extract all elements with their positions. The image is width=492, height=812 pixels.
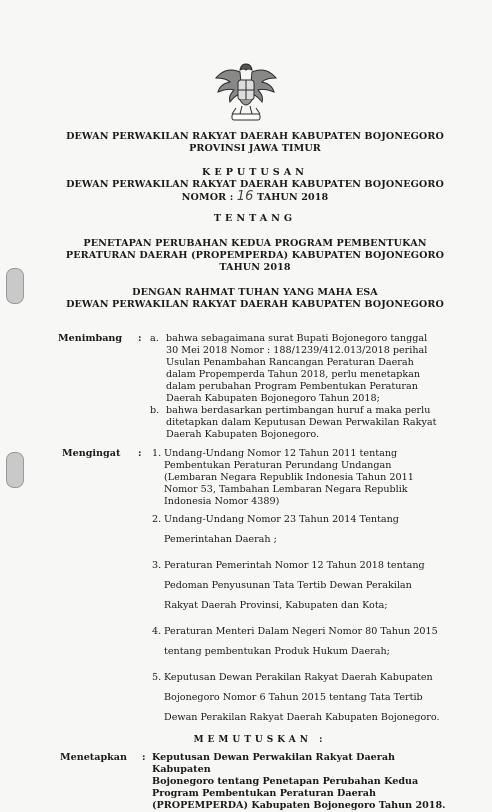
mengingat-3-text: Peraturan Pemerintah Nomor 12 Tahun 2018 tentang Pedoman Penyusunan Tata Tertib Dewan Perakilan Rakyat Daerah Provinsi, Kabupaten dan Kota; (164, 560, 425, 611)
province-title: PROVINSI JAWA TIMUR (189, 143, 321, 154)
punch-hole-top (6, 268, 24, 304)
mengingat-5-marker: 5. (152, 672, 162, 683)
mengingat-2-text: Undang-Undang Nomor 23 Tahun 2014 Tentang Pemerintahan Daerah ; (164, 514, 399, 545)
mengingat-4-text: Peraturan Menteri Dalam Negeri Nomor 80 Tahun 2015 tentang pembentukan Produk Hukum Daerah; (164, 626, 438, 657)
menetapkan-label: Menetapkan (60, 752, 127, 763)
mengingat-1-text: Undang-Undang Nomor 12 Tahun 2011 tentang Pembentukan Peraturan Perundang Undangan (Lembaran Negara Republik Indonesia Tahun 2011 Nomor 53, Tambahan Lembaran Negara Republik Indonesia Nomor 4389) (164, 448, 414, 507)
subject-line-1: PENETAPAN PERUBAHAN KEDUA PROGRAM PEMBENTUKAN (83, 238, 427, 249)
mengingat-3-marker: 3. (152, 560, 162, 571)
subject-line-2: PERATURAN DAERAH (PROPEMPERDA) KABUPATEN BOJONEGORO (65, 250, 445, 261)
decree-number-line (40, 189, 470, 204)
grace-line-2: DEWAN PERWAKILAN RAKYAT DAERAH KABUPATEN BOJONEGORO (66, 299, 444, 310)
menimbang-b-marker: b. (150, 405, 160, 416)
tahun-label: TAHUN 2018 (257, 192, 329, 203)
menimbang-b-text: bahwa berdasarkan pertimbangan huruf a maka perlu ditetapkan dalam Keputusan Dewan Perwakilan Rakyat Daerah Kabupaten Bojonegoro. (166, 405, 437, 440)
menetapkan-text: Keputusan Dewan Perwakilan Rakyat Daerah Kabupaten Bojonegoro tentang Penetapan Perubahan Kedua Program Pembentukan Peraturan Daerah (PROPEMPERDA) Kabupaten Bojonegoro Tahun 2018. (152, 752, 446, 811)
mengingat-2-marker: 2. (152, 514, 162, 525)
mengingat-label: Mengingat (62, 448, 121, 459)
nomor-handwritten-value: 16 (236, 189, 254, 204)
menimbang-a-text: bahwa sebagaimana surat Bupati Bojonegoro tanggal 30 Mei 2018 Nomor : 188/1239/412.013/2018 perihal Usulan Penambahan Rancangan Peraturan Daerah dalam Propemperda Tahun 2018, perlu menetapkan dalam perubahan Program Pembentukan Peraturan Daerah Kabupaten Bojonegoro Tahun 2018; (166, 333, 428, 404)
menimbang-a-marker: a. (150, 333, 159, 344)
council-title: DEWAN PERWAKILAN RAKYAT DAERAH KABUPATEN BOJONEGORO (66, 131, 444, 142)
tentang-heading: TENTANG (213, 213, 297, 224)
mengingat-5-text: Keputusan Dewan Perakilan Rakyat Daerah Kabupaten Bojonegoro Nomor 6 Tahun 2015 tentang Tata Tertib Dewan Perakilan Rakyat Daerah Kabupaten Bojonegoro. (164, 672, 440, 723)
punch-hole-bottom (6, 452, 24, 488)
mengingat-1-marker: 1. (152, 448, 162, 459)
nomor-label: NOMOR : (181, 192, 234, 203)
mengingat-4-marker: 4. (152, 626, 162, 637)
subject-line-3: TAHUN 2018 (219, 262, 291, 273)
memutuskan-heading: MEMUTUSKAN : (193, 735, 327, 745)
menimbang-colon: : (138, 333, 142, 344)
garuda-emblem-icon (214, 58, 278, 126)
decree-heading: KEPUTUSAN (202, 167, 308, 178)
menetapkan-colon: : (142, 752, 146, 763)
mengingat-colon: : (138, 448, 142, 459)
menimbang-label: Menimbang (58, 333, 123, 344)
council-title-2: DEWAN PERWAKILAN RAKYAT DAERAH KABUPATEN BOJONEGORO (66, 179, 444, 190)
grace-line-1: DENGAN RAHMAT TUHAN YANG MAHA ESA (132, 287, 378, 298)
